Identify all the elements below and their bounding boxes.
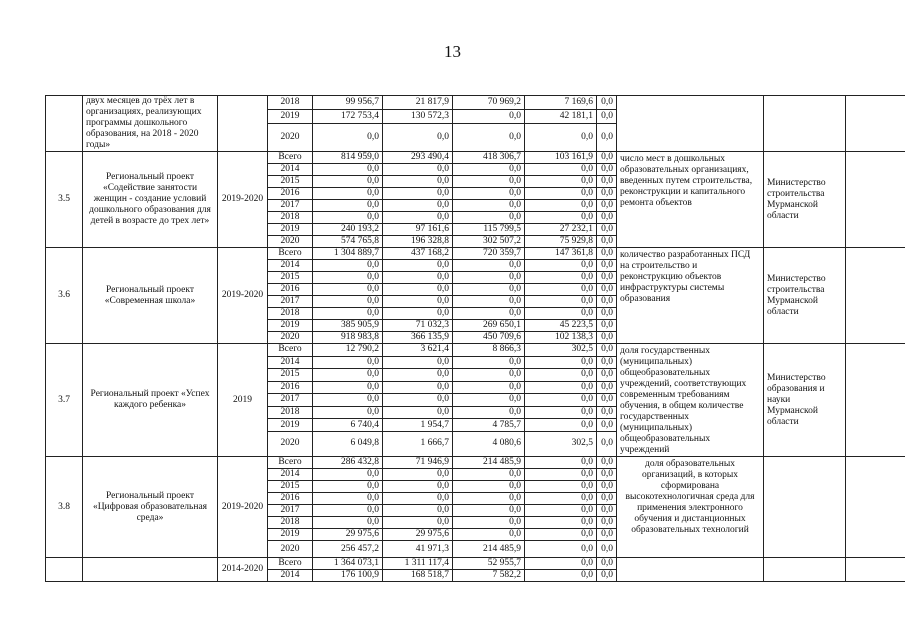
amount-cell: 0,0 <box>453 124 525 152</box>
total-cell: 240 193,2 <box>313 224 383 236</box>
amount-cell: 0,0 <box>383 200 453 212</box>
year-cell: 2019 <box>268 110 313 124</box>
amount-cell: 0,0 <box>525 260 597 272</box>
year-cell: Всего <box>268 344 313 357</box>
section-period: 2014-2020 <box>218 558 268 582</box>
section-name: Региональный проект «Современная школа» <box>83 248 218 344</box>
amount-cell: 302 507,2 <box>453 236 525 248</box>
amount-cell: 52 955,7 <box>453 558 525 570</box>
amount-cell: 196 328,8 <box>383 236 453 248</box>
amount-cell: 0,0 <box>383 381 453 394</box>
amount-cell: 0,0 <box>597 356 617 369</box>
year-cell: 2014 <box>268 164 313 176</box>
section-number <box>46 96 83 152</box>
total-cell: 385 905,9 <box>313 320 383 332</box>
section-period: 2019-2020 <box>218 152 268 248</box>
amount-cell: 0,0 <box>453 284 525 296</box>
year-cell: 2016 <box>268 284 313 296</box>
amount-cell: 214 485,9 <box>453 457 525 469</box>
amount-cell: 0,0 <box>597 493 617 505</box>
year-cell: 2014 <box>268 356 313 369</box>
amount-cell: 1 666,7 <box>383 431 453 456</box>
page-number: 13 <box>444 42 461 61</box>
section-period: 2019-2020 <box>218 248 268 344</box>
amount-cell: 1 954,7 <box>383 419 453 432</box>
amount-cell: 0,0 <box>453 296 525 308</box>
amount-cell: 0,0 <box>383 296 453 308</box>
amount-cell: 0,0 <box>383 356 453 369</box>
extra-cell <box>846 248 905 344</box>
extra-cell <box>846 152 905 248</box>
amount-cell: 450 709,6 <box>453 332 525 344</box>
amount-cell: 0,0 <box>383 394 453 407</box>
amount-cell: 0,0 <box>597 320 617 332</box>
year-cell: 2019 <box>268 320 313 332</box>
amount-cell: 102 138,3 <box>525 332 597 344</box>
section-number: 3.6 <box>46 248 83 344</box>
amount-cell: 0,0 <box>597 344 617 357</box>
total-cell: 0,0 <box>313 493 383 505</box>
year-cell: Всего <box>268 457 313 469</box>
year-cell: 2020 <box>268 124 313 152</box>
amount-cell: 27 232,1 <box>525 224 597 236</box>
amount-cell: 0,0 <box>525 493 597 505</box>
indicator-cell <box>617 96 764 152</box>
amount-cell: 29 975,6 <box>383 529 453 541</box>
amount-cell: 0,0 <box>525 381 597 394</box>
amount-cell: 0,0 <box>383 188 453 200</box>
total-cell: 256 457,2 <box>313 541 383 558</box>
amount-cell: 71 946,9 <box>383 457 453 469</box>
amount-cell: 7 169,6 <box>525 96 597 110</box>
amount-cell: 0,0 <box>525 406 597 419</box>
amount-cell: 0,0 <box>525 164 597 176</box>
year-cell: 2015 <box>268 272 313 284</box>
amount-cell: 70 969,2 <box>453 96 525 110</box>
total-cell: 0,0 <box>313 505 383 517</box>
amount-cell: 0,0 <box>453 394 525 407</box>
amount-cell: 75 929,8 <box>525 236 597 248</box>
amount-cell: 0,0 <box>383 284 453 296</box>
amount-cell: 0,0 <box>597 296 617 308</box>
amount-cell: 0,0 <box>383 481 453 493</box>
total-cell: 0,0 <box>313 176 383 188</box>
amount-cell: 41 971,3 <box>383 541 453 558</box>
executor-cell: Министерство строительства Мурманской области <box>764 248 846 344</box>
total-cell: 6 740,4 <box>313 419 383 432</box>
amount-cell: 0,0 <box>597 394 617 407</box>
year-cell: 2016 <box>268 493 313 505</box>
amount-cell: 0,0 <box>597 308 617 320</box>
section-number <box>46 558 83 582</box>
total-cell: 0,0 <box>313 212 383 224</box>
amount-cell: 0,0 <box>453 110 525 124</box>
total-cell: 0,0 <box>313 284 383 296</box>
table-row <box>46 457 905 469</box>
year-cell: 2017 <box>268 296 313 308</box>
amount-cell: 0,0 <box>525 296 597 308</box>
amount-cell: 0,0 <box>383 260 453 272</box>
amount-cell: 0,0 <box>525 457 597 469</box>
amount-cell: 0,0 <box>453 212 525 224</box>
amount-cell: 7 582,2 <box>453 570 525 582</box>
executor-cell <box>764 457 846 558</box>
amount-cell: 0,0 <box>597 457 617 469</box>
executor-cell: Министерство образования и науки Мурманской области <box>764 344 846 457</box>
section-name: Региональный проект «Цифровая образовательная среда» <box>83 457 218 558</box>
amount-cell: 0,0 <box>383 369 453 382</box>
amount-cell: 269 650,1 <box>453 320 525 332</box>
amount-cell: 0,0 <box>597 236 617 248</box>
section-number: 3.8 <box>46 457 83 558</box>
amount-cell: 0,0 <box>597 96 617 110</box>
indicator-cell: доля образовательных организаций, в которых сформирована высокотехнологичная среда для применения электронного обучения и дистанционных образовательных технологий <box>617 457 764 558</box>
total-cell: 0,0 <box>313 200 383 212</box>
amount-cell: 0,0 <box>525 176 597 188</box>
total-cell: 1 304 889,7 <box>313 248 383 260</box>
amount-cell: 0,0 <box>597 469 617 481</box>
amount-cell: 0,0 <box>525 517 597 529</box>
amount-cell: 0,0 <box>453 188 525 200</box>
amount-cell: 0,0 <box>453 260 525 272</box>
year-cell: 2020 <box>268 332 313 344</box>
table-row <box>46 248 905 260</box>
total-cell: 0,0 <box>313 469 383 481</box>
amount-cell: 0,0 <box>597 369 617 382</box>
amount-cell: 0,0 <box>383 517 453 529</box>
amount-cell: 0,0 <box>525 369 597 382</box>
indicator-cell: доля государственных (муниципальных) общеобразовательных учреждений, соответствующих современным требованиям обучения, в общем количестве государственных (муниципальных) общеобразовательных учреждений <box>617 344 764 457</box>
total-cell: 1 364 073,1 <box>313 558 383 570</box>
amount-cell: 0,0 <box>453 164 525 176</box>
amount-cell: 0,0 <box>597 200 617 212</box>
amount-cell: 366 135,9 <box>383 332 453 344</box>
amount-cell: 0,0 <box>597 419 617 432</box>
amount-cell: 0,0 <box>453 406 525 419</box>
total-cell: 0,0 <box>313 308 383 320</box>
amount-cell: 0,0 <box>525 212 597 224</box>
amount-cell: 0,0 <box>597 406 617 419</box>
amount-cell: 0,0 <box>453 469 525 481</box>
year-cell: 2014 <box>268 260 313 272</box>
amount-cell: 115 799,5 <box>453 224 525 236</box>
amount-cell: 0,0 <box>453 369 525 382</box>
amount-cell: 0,0 <box>525 505 597 517</box>
year-cell: Всего <box>268 152 313 164</box>
amount-cell: 0,0 <box>597 541 617 558</box>
amount-cell: 0,0 <box>597 529 617 541</box>
amount-cell: 0,0 <box>453 356 525 369</box>
total-cell: 99 956,7 <box>313 96 383 110</box>
year-cell: Всего <box>268 558 313 570</box>
amount-cell: 0,0 <box>597 212 617 224</box>
year-cell: 2016 <box>268 381 313 394</box>
amount-cell: 97 161,6 <box>383 224 453 236</box>
year-cell: 2014 <box>268 469 313 481</box>
section-name: Региональный проект «Содействие занятости женщин - создание условий дошкольного образования для детей в возрасте до трех лет» <box>83 152 218 248</box>
amount-cell: 0,0 <box>383 469 453 481</box>
amount-cell: 0,0 <box>525 308 597 320</box>
amount-cell: 0,0 <box>597 558 617 570</box>
amount-cell: 0,0 <box>383 308 453 320</box>
amount-cell: 0,0 <box>597 570 617 582</box>
amount-cell: 0,0 <box>525 558 597 570</box>
year-cell: 2019 <box>268 529 313 541</box>
total-cell: 0,0 <box>313 394 383 407</box>
amount-cell: 4 785,7 <box>453 419 525 432</box>
section-name <box>83 558 218 582</box>
year-cell: 2020 <box>268 236 313 248</box>
year-cell: 2014 <box>268 570 313 582</box>
amount-cell: 0,0 <box>453 529 525 541</box>
amount-cell: 0,0 <box>597 176 617 188</box>
amount-cell: 0,0 <box>383 406 453 419</box>
amount-cell: 0,0 <box>453 176 525 188</box>
amount-cell: 0,0 <box>525 570 597 582</box>
total-cell: 814 959,0 <box>313 152 383 164</box>
total-cell: 172 753,4 <box>313 110 383 124</box>
amount-cell: 103 161,9 <box>525 152 597 164</box>
amount-cell: 0,0 <box>383 493 453 505</box>
amount-cell: 45 223,5 <box>525 320 597 332</box>
amount-cell: 720 359,7 <box>453 248 525 260</box>
amount-cell: 0,0 <box>597 431 617 456</box>
amount-cell: 0,0 <box>597 284 617 296</box>
amount-cell: 130 572,3 <box>383 110 453 124</box>
extra-cell <box>846 96 905 152</box>
amount-cell: 0,0 <box>525 356 597 369</box>
year-cell: 2020 <box>268 541 313 558</box>
total-cell: 176 100,9 <box>313 570 383 582</box>
amount-cell: 4 080,6 <box>453 431 525 456</box>
section-number: 3.7 <box>46 344 83 457</box>
amount-cell: 3 621,4 <box>383 344 453 357</box>
total-cell: 0,0 <box>313 188 383 200</box>
total-cell: 0,0 <box>313 481 383 493</box>
amount-cell: 0,0 <box>597 332 617 344</box>
amount-cell: 0,0 <box>525 469 597 481</box>
total-cell: 286 432,8 <box>313 457 383 469</box>
amount-cell: 0,0 <box>453 481 525 493</box>
amount-cell: 0,0 <box>525 529 597 541</box>
section-name: Региональный проект «Успех каждого ребенка» <box>83 344 218 457</box>
amount-cell: 0,0 <box>453 505 525 517</box>
amount-cell: 168 518,7 <box>383 570 453 582</box>
executor-cell <box>764 558 846 582</box>
amount-cell: 437 168,2 <box>383 248 453 260</box>
executor-cell <box>764 96 846 152</box>
total-cell: 12 790,2 <box>313 344 383 357</box>
table-row <box>46 344 905 357</box>
amount-cell: 147 361,8 <box>525 248 597 260</box>
amount-cell: 1 311 117,4 <box>383 558 453 570</box>
total-cell: 0,0 <box>313 356 383 369</box>
amount-cell: 0,0 <box>597 248 617 260</box>
amount-cell: 0,0 <box>597 124 617 152</box>
year-cell: 2018 <box>268 308 313 320</box>
section-number: 3.5 <box>46 152 83 248</box>
total-cell: 6 049,8 <box>313 431 383 456</box>
year-cell: 2017 <box>268 394 313 407</box>
year-cell: 2019 <box>268 419 313 432</box>
amount-cell: 0,0 <box>597 481 617 493</box>
amount-cell: 0,0 <box>597 110 617 124</box>
executor-cell: Министерство строительства Мурманской области <box>764 152 846 248</box>
year-cell: 2017 <box>268 505 313 517</box>
amount-cell: 302,5 <box>525 431 597 456</box>
amount-cell: 0,0 <box>597 224 617 236</box>
year-cell: 2018 <box>268 212 313 224</box>
total-cell: 0,0 <box>313 517 383 529</box>
amount-cell: 0,0 <box>525 394 597 407</box>
amount-cell: 0,0 <box>597 260 617 272</box>
amount-cell: 0,0 <box>453 493 525 505</box>
total-cell: 0,0 <box>313 272 383 284</box>
total-cell: 29 975,6 <box>313 529 383 541</box>
amount-cell: 418 306,7 <box>453 152 525 164</box>
total-cell: 918 983,8 <box>313 332 383 344</box>
total-cell: 0,0 <box>313 296 383 308</box>
amount-cell: 0,0 <box>597 152 617 164</box>
amount-cell: 0,0 <box>383 212 453 224</box>
amount-cell: 0,0 <box>383 272 453 284</box>
amount-cell: 214 485,9 <box>453 541 525 558</box>
amount-cell: 0,0 <box>453 308 525 320</box>
amount-cell: 71 032,3 <box>383 320 453 332</box>
table-row <box>46 152 905 164</box>
amount-cell: 293 490,4 <box>383 152 453 164</box>
amount-cell: 0,0 <box>525 419 597 432</box>
year-cell: 2018 <box>268 517 313 529</box>
section-name: двух месяцев до трёх лет в организациях, реализующих программы дошкольного образования, на 2018 - 2020 годы» <box>83 96 218 152</box>
amount-cell: 0,0 <box>383 124 453 152</box>
amount-cell: 0,0 <box>453 517 525 529</box>
amount-cell: 0,0 <box>383 176 453 188</box>
indicator-cell <box>617 558 764 582</box>
total-cell: 0,0 <box>313 406 383 419</box>
extra-cell <box>846 344 905 457</box>
year-cell: 2019 <box>268 224 313 236</box>
extra-cell <box>846 457 905 558</box>
budget-table <box>45 95 905 582</box>
amount-cell: 0,0 <box>525 284 597 296</box>
amount-cell: 0,0 <box>525 481 597 493</box>
amount-cell: 42 181,1 <box>525 110 597 124</box>
total-cell: 574 765,8 <box>313 236 383 248</box>
amount-cell: 0,0 <box>597 164 617 176</box>
total-cell: 0,0 <box>313 369 383 382</box>
amount-cell: 0,0 <box>525 541 597 558</box>
table-body <box>46 96 905 582</box>
amount-cell: 0,0 <box>525 188 597 200</box>
indicator-cell: количество разработанных ПСД на строительство и реконструкцию объектов инфраструктуры системы образования <box>617 248 764 344</box>
year-cell: 2020 <box>268 431 313 456</box>
amount-cell: 0,0 <box>525 200 597 212</box>
year-cell: 2018 <box>268 96 313 110</box>
year-cell: 2018 <box>268 406 313 419</box>
year-cell: 2015 <box>268 481 313 493</box>
total-cell: 0,0 <box>313 381 383 394</box>
table-row <box>46 96 905 110</box>
amount-cell: 0,0 <box>597 272 617 284</box>
total-cell: 0,0 <box>313 260 383 272</box>
amount-cell: 302,5 <box>525 344 597 357</box>
amount-cell: 0,0 <box>597 188 617 200</box>
total-cell: 0,0 <box>313 124 383 152</box>
amount-cell: 0,0 <box>597 381 617 394</box>
year-cell: Всего <box>268 248 313 260</box>
total-cell: 0,0 <box>313 164 383 176</box>
amount-cell: 0,0 <box>525 272 597 284</box>
amount-cell: 0,0 <box>525 124 597 152</box>
amount-cell: 0,0 <box>453 272 525 284</box>
amount-cell: 0,0 <box>597 517 617 529</box>
section-period <box>218 96 268 152</box>
amount-cell: 0,0 <box>383 505 453 517</box>
extra-cell <box>846 558 905 582</box>
amount-cell: 0,0 <box>453 200 525 212</box>
section-period: 2019-2020 <box>218 457 268 558</box>
amount-cell: 8 866,3 <box>453 344 525 357</box>
amount-cell: 0,0 <box>597 505 617 517</box>
year-cell: 2015 <box>268 176 313 188</box>
amount-cell: 0,0 <box>453 381 525 394</box>
year-cell: 2015 <box>268 369 313 382</box>
amount-cell: 0,0 <box>383 164 453 176</box>
year-cell: 2017 <box>268 200 313 212</box>
table-row <box>46 558 905 570</box>
year-cell: 2016 <box>268 188 313 200</box>
amount-cell: 21 817,9 <box>383 96 453 110</box>
indicator-cell: число мест в дошкольных образовательных организациях, введенных путем строительства, реконструкции и капитального ремонта объектов <box>617 152 764 248</box>
section-period: 2019 <box>218 344 268 457</box>
